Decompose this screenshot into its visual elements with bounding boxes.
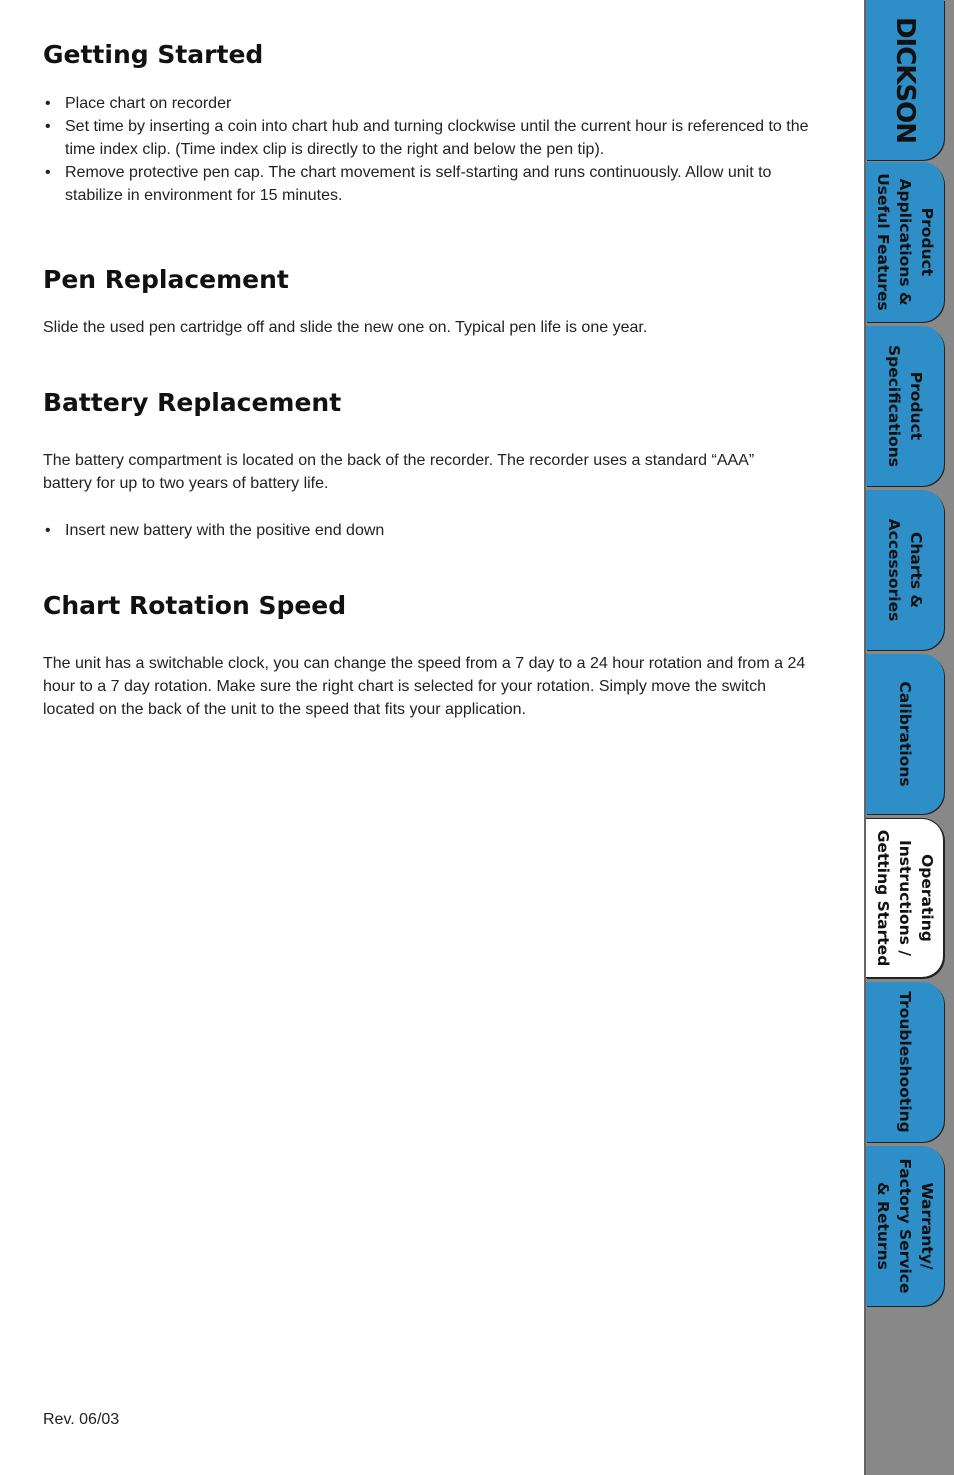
tab-operating-instructions[interactable] (866, 818, 944, 978)
list-item: • Set time by inserting a coin into chart hub and turning clockwise until the current hour is referenced to the time index clip. (Time index clip is directly to the right and below the pen tip). (43, 115, 833, 161)
tab-label: Troubleshooting (896, 991, 914, 1133)
tab-calibrations[interactable] (866, 654, 944, 814)
tab-charts-accessories[interactable] (866, 490, 944, 650)
getting-started-heading: Getting Started (43, 40, 264, 69)
tab-product-specifications[interactable] (866, 326, 944, 486)
tab-label: Charts & Accessories (885, 518, 925, 622)
battery-replacement-text: The battery compartment is located on the back of the recorder. The recorder uses a standard “AAA” battery for up to two years of battery life. (43, 452, 755, 492)
tab-label: Product Applications & Useful Features (874, 173, 936, 311)
tab-label: Warranty/ Factory Service & Returns (874, 1158, 936, 1294)
dickson-logo (866, 0, 944, 160)
tab-warranty[interactable] (866, 1146, 944, 1306)
list-item: • Remove protective pen cap. The chart movement is self-starting and runs continuously. Allow unit to stabilize in environment for 15 minutes. (43, 161, 833, 207)
list-item: • Insert new battery with the positive end down (43, 519, 833, 542)
battery-replacement-heading: Battery Replacement (43, 388, 342, 417)
revision-label: Rev. 06/03 (43, 1411, 120, 1428)
tab-product-applications[interactable] (866, 162, 944, 322)
logo-text: DICKSON (890, 16, 920, 144)
pen-replacement-text: Slide the used pen cartridge off and slide the new one on. Typical pen life is one year. (43, 319, 648, 336)
list-item: • Place chart on recorder (43, 92, 833, 115)
battery-list (43, 519, 833, 542)
tab-troubleshooting[interactable] (866, 982, 944, 1142)
tab-label: Operating Instructions / Getting Started (873, 829, 936, 967)
pen-replacement-heading: Pen Replacement (43, 265, 289, 294)
tab-label: Calibrations (896, 681, 914, 787)
getting-started-list (43, 92, 833, 207)
tab-label: Product Specifications (885, 344, 925, 468)
chart-rotation-heading: Chart Rotation Speed (43, 591, 347, 620)
chart-rotation-text: The unit has a switchable clock, you can change the speed from a 7 day to a 24 hour rotation and from a 24 hour to a 7 day rotation. Make sure the right chart is selected for your rotation. Simply move the switch located on the back of the unit to the speed that fits your application. (43, 655, 806, 718)
